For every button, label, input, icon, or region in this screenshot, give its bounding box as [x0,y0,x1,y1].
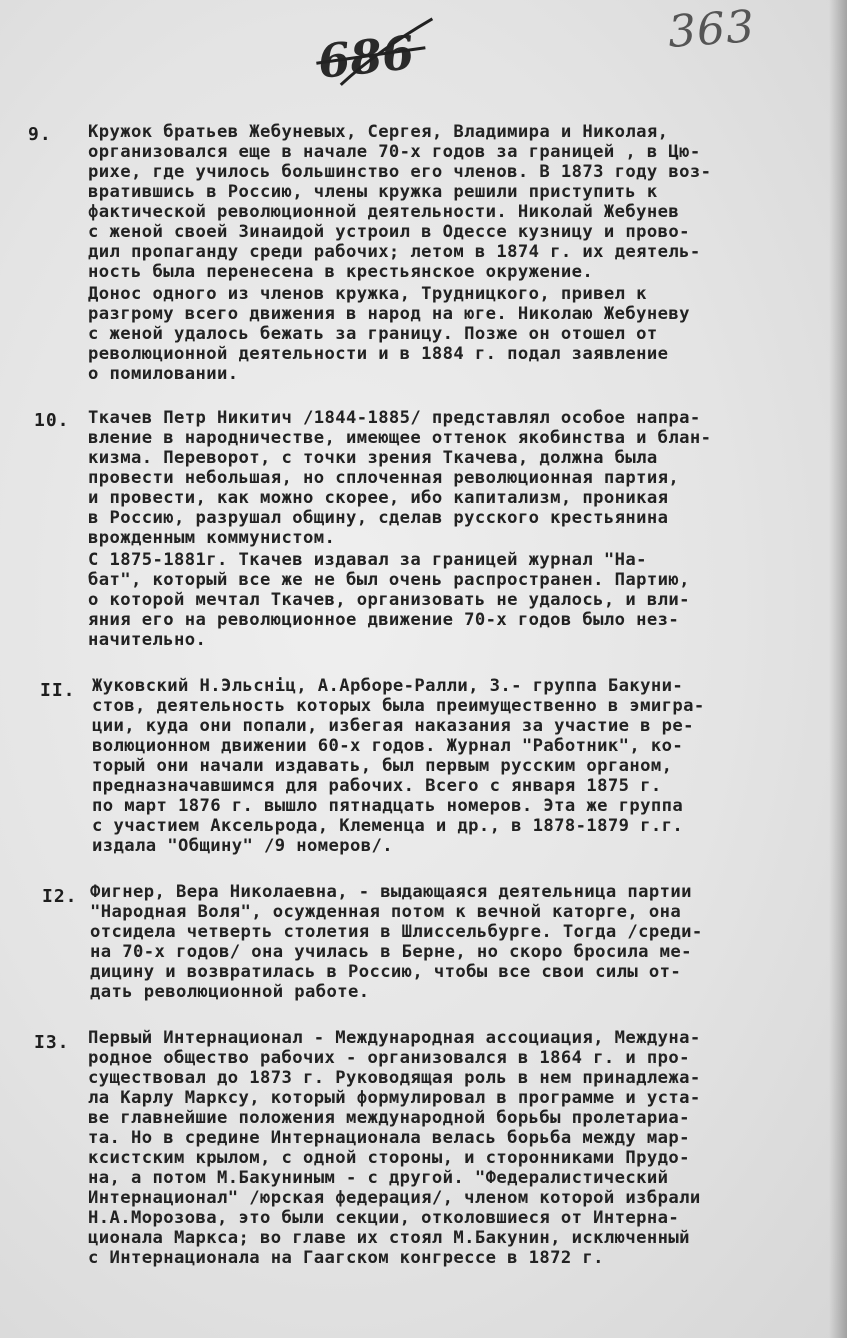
text-line: ве главнейшие положения международной борьбы пролетариа- [88,1108,690,1128]
text-line: Жуковский Н.Эльсніц, А.Арборе-Ралли, З.- группа Бакуни- [92,676,684,696]
note-number: 10. [34,410,70,431]
text-line: врожденным коммунистом. [88,528,336,548]
text-line: ционала Маркса; во главе их стоял М.Бакунин, исключенный [88,1228,690,1248]
text-line: "Народная Воля", осужденная потом к вечной каторге, она [90,902,682,922]
text-line: бат", который все же не был очень распространен. Партию, [88,570,690,590]
text-line: вление в народничестве, имеющее оттенок якобинства и блан- [88,428,712,448]
text-line: стов, деятельность которых была преимущественно в эмигра- [92,696,705,716]
note-number: I3. [34,1032,70,1053]
text-line: ксистским крылом, с одной стороны, и сторонниками Прудо- [88,1148,690,1168]
text-line: Ткачев Петр Никитич /1844-1885/ представлял особое напра- [88,408,701,428]
page-edge-shadow [829,0,847,1338]
text-line: С 1875-1881г. Ткачев издавал за границей журнал "На- [88,550,647,570]
text-line: организовался еще в начале 70-х годов за границей , в Цю- [88,142,701,162]
text-line: с женой своей Зинаидой устроил в Одессе кузницу и прово- [88,222,690,242]
text-line: существовал до 1873 г. Руководящая роль в нем принадлежа- [88,1068,701,1088]
text-line: Фигнер, Вера Николаевна, - выдающаяся деятельница партии [90,882,692,902]
text-line: по март 1876 г. вышло пятнадцать номеров. Эта же группа [92,796,684,816]
text-line: родное общество рабочих - организовался в 1864 г. и про- [88,1048,690,1068]
crossed-out-number-text: 686 [315,25,417,89]
text-line: о которой мечтал Ткачев, организовать не удалось, и вли- [88,590,690,610]
note-number: I2. [42,886,78,907]
text-line: Интернационал" /юрская федерация/, членом которой избрали [88,1188,701,1208]
text-line: Донос одного из членов кружка, Трудницкого, привел к [88,284,647,304]
text-line: вратившись в Россию, члены кружка решили приступить к [88,182,658,202]
text-line: предназначавшимся для рабочих. Всего с января 1875 г. [92,776,662,796]
text-line: дил пропаганду среди рабочих; летом в 1874 г. их деятель- [88,242,701,262]
text-line: Кружок братьев Жебуневых, Сергея, Владимира и Николая, [88,122,669,142]
text-line: с женой удалось бежать за границу. Позже он отошел от [88,324,658,344]
text-line: ность была перенесена в крестьянское окружение. [88,262,594,282]
text-line: провести небольшая, но сплоченная революционная партия, [88,468,680,488]
text-line: фактической революционной деятельности. Николай Жебунев [88,202,680,222]
text-line: и провести, как можно скорее, ибо капитализм, проникая [88,488,669,508]
text-line: та. Но в средине Интернационала велась борьба между мар- [88,1128,690,1148]
text-line: отсидела четверть столетия в Шлиссельбурге. Тогда /среди- [90,922,703,942]
text-line: разгрому всего движения в народ на юге. Николаю Жебуневу [88,304,690,324]
note-number: II. [40,680,76,701]
text-line: с участием Аксельрода, Клеменца и др., в 1878-1879 г.г. [92,816,684,836]
text-line: торый они начали издавать, был первым русским органом, [92,756,673,776]
text-line: в Россию, разрушал общину, сделав русского крестьянина [88,508,669,528]
strike-through-mark [305,17,441,90]
text-line: начительно. [88,630,207,650]
text-line: кизма. Переворот, с точки зрения Ткачева, должна была [88,448,658,468]
text-line: дать революционной работе. [90,982,370,1002]
text-line: ла Карлу Марксу, который формулировал в программе и уста- [88,1088,701,1108]
text-line: дицину и возвратилась в Россию, чтобы все свои силы от- [90,962,682,982]
text-line: ции, куда они попали, избегая наказания за участие в ре- [92,716,694,736]
text-line: революционной деятельности и в 1884 г. подал заявление [88,344,669,364]
text-line: о помиловании. [88,364,239,384]
archive-page-number: 363 [666,1,757,58]
text-line: Н.А.Морозова, это были секции, отколовшиеся от Интерна- [88,1208,680,1228]
text-line: рихе, где училось большинство его членов. В 1873 году воз- [88,162,712,182]
text-line: волюционном движении 60-х годов. Журнал "Работник", ко- [92,736,684,756]
note-number: 9. [28,124,52,145]
text-line: на, а потом М.Бакуниным - с другой. "Федералистический [88,1168,669,1188]
text-line: яния его на революционное движение 70-х годов было нез- [88,610,680,630]
crossed-out-page-number [315,25,416,89]
text-line: с Интернационала на Гаагском конгрессе в 1872 г. [88,1248,604,1268]
text-line: издала "Общину" /9 номеров/. [92,836,393,856]
text-line: Первый Интернационал - Международная ассоциация, Междуна- [88,1028,701,1048]
text-line: на 70-х годов/ она училась в Берне, но скоро бросила ме- [90,942,692,962]
